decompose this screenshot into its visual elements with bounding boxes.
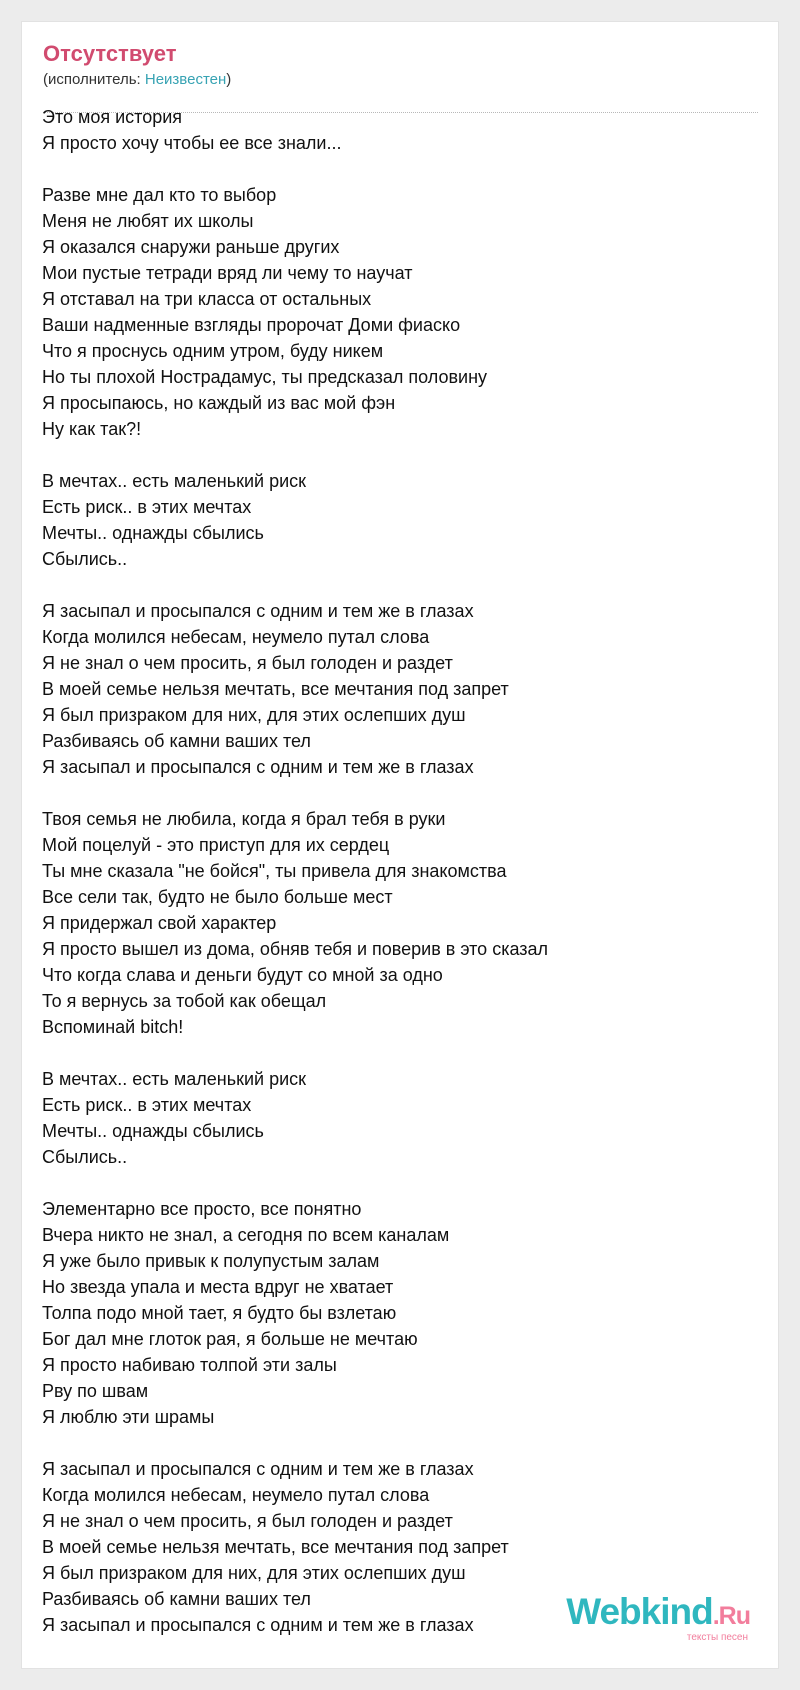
lyric-line: Я не знал о чем просить, я был голоден и раздет bbox=[42, 1511, 453, 1531]
artist-link[interactable]: Неизвестен bbox=[144, 71, 227, 88]
lyric-line: Сбылись.. bbox=[42, 549, 128, 569]
lyric-line: Я оказался снаружи раньше других bbox=[42, 237, 340, 257]
lyric-line: Мои пустые тетради вряд ли чему то научат bbox=[42, 263, 413, 283]
lyric-line: Я отставал на три класса от остальных bbox=[42, 289, 372, 309]
lyric-line: В моей семье нельзя мечтать, все мечтания под запрет bbox=[42, 1537, 509, 1557]
lyric-line: Я был призраком для них, для этих ослепших душ bbox=[42, 705, 466, 725]
lyric-line: Я просто хочу чтобы ее все знали... bbox=[42, 133, 342, 153]
lyric-line: То я вернусь за тобой как обещал bbox=[42, 991, 327, 1011]
lyric-line: Я уже было привык к полупустым залам bbox=[42, 1251, 380, 1271]
artist-suffix: ) bbox=[226, 71, 232, 88]
lyric-blank-line bbox=[42, 156, 758, 182]
logo-tld: .Ru bbox=[712, 1602, 750, 1630]
logo-tagline: тексты песен bbox=[686, 1632, 748, 1643]
lyric-line: Я был призраком для них, для этих ослепших душ bbox=[42, 1563, 466, 1583]
lyric-line: Но ты плохой Нострадамус, ты предсказал половину bbox=[42, 367, 488, 387]
lyric-line: Я не знал о чем просить, я был голоден и раздет bbox=[42, 653, 453, 673]
lyric-line: Но звезда упала и места вдруг не хватает bbox=[42, 1277, 394, 1297]
lyric-blank-line bbox=[42, 1040, 758, 1066]
lyric-line: В моей семье нельзя мечтать, все мечтания под запрет bbox=[42, 679, 509, 699]
logo-name: Webkind bbox=[566, 1591, 713, 1632]
logo-wordmark bbox=[566, 1593, 750, 1635]
lyric-line: Вспоминай bitch! bbox=[42, 1017, 184, 1037]
lyric-line: Я засыпал и просыпался с одним и тем же в глазах bbox=[42, 601, 474, 621]
lyric-line: Я люблю эти шрамы bbox=[42, 1407, 215, 1427]
lyric-blank-line bbox=[42, 780, 758, 806]
lyric-line: Разбиваясь об камни ваших тел bbox=[42, 731, 311, 751]
lyrics-body bbox=[42, 104, 758, 1638]
lyric-line: Толпа подо мной тает, я будто бы взлетаю bbox=[42, 1303, 397, 1323]
lyric-blank-line bbox=[42, 1430, 758, 1456]
lyrics-card bbox=[22, 22, 778, 1668]
lyric-line: Я просто набиваю толпой эти залы bbox=[42, 1355, 337, 1375]
lyric-line: Что я проснусь одним утром, буду никем bbox=[42, 341, 384, 361]
lyric-line: Рву по швам bbox=[42, 1381, 149, 1401]
lyric-line: Разбиваясь об камни ваших тел bbox=[42, 1589, 311, 1609]
lyric-line: Я просыпаюсь, но каждый из вас мой фэн bbox=[42, 393, 396, 413]
lyric-line: Я засыпал и просыпался с одним и тем же в глазах bbox=[42, 757, 474, 777]
lyric-line: Ну как так?! bbox=[42, 419, 142, 439]
lyric-line: Меня не любят их школы bbox=[42, 211, 254, 231]
lyric-line: Мечты.. однажды сбылись bbox=[42, 1121, 264, 1141]
lyric-line: Я придержал свой характер bbox=[42, 913, 277, 933]
lyric-line: Ваши надменные взгляды пророчат Доми фиаско bbox=[42, 315, 461, 335]
lyric-line: Мой поцелуй - это приступ для их сердец bbox=[42, 835, 390, 855]
site-logo[interactable] bbox=[566, 1593, 750, 1643]
lyric-blank-line bbox=[42, 572, 758, 598]
lyric-line: Когда молился небесам, неумело путал слова bbox=[42, 1485, 430, 1505]
lyric-line: Что когда слава и деньги будут со мной за одно bbox=[42, 965, 443, 985]
lyric-line: Есть риск.. в этих мечтах bbox=[42, 1095, 252, 1115]
lyric-line: Разве мне дал кто то выбор bbox=[42, 185, 277, 205]
song-title: Отсутствует bbox=[43, 41, 177, 66]
lyric-line: Элементарно все просто, все понятно bbox=[42, 1199, 362, 1219]
lyric-line: Я просто вышел из дома, обняв тебя и поверив в это сказал bbox=[42, 939, 549, 959]
lyric-line: Это моя история bbox=[42, 107, 183, 127]
lyric-line: Я засыпал и просыпался с одним и тем же в глазах bbox=[42, 1459, 474, 1479]
lyric-line: Я засыпал и просыпался с одним и тем же в глазах bbox=[42, 1615, 474, 1635]
lyric-blank-line bbox=[42, 442, 758, 468]
lyric-line: Все сели так, будто не было больше мест bbox=[42, 887, 393, 907]
lyric-line: Есть риск.. в этих мечтах bbox=[42, 497, 252, 517]
artist-prefix: (исполнитель: bbox=[43, 71, 145, 88]
lyric-line: Ты мне сказала "не бойся", ты привела для знакомства bbox=[42, 861, 507, 881]
artist-line bbox=[43, 71, 758, 89]
lyric-blank-line bbox=[42, 1170, 758, 1196]
lyric-line: Сбылись.. bbox=[42, 1147, 128, 1167]
lyric-line: Мечты.. однажды сбылись bbox=[42, 523, 264, 543]
lyric-line: Твоя семья не любила, когда я брал тебя в руки bbox=[42, 809, 446, 829]
lyric-line: В мечтах.. есть маленький риск bbox=[42, 471, 307, 491]
lyric-line: В мечтах.. есть маленький риск bbox=[42, 1069, 307, 1089]
lyric-line: Когда молился небесам, неумело путал слова bbox=[42, 627, 430, 647]
lyric-line: Бог дал мне глоток рая, я больше не мечтаю bbox=[42, 1329, 418, 1349]
lyric-line: Вчера никто не знал, а сегодня по всем каналам bbox=[42, 1225, 450, 1245]
